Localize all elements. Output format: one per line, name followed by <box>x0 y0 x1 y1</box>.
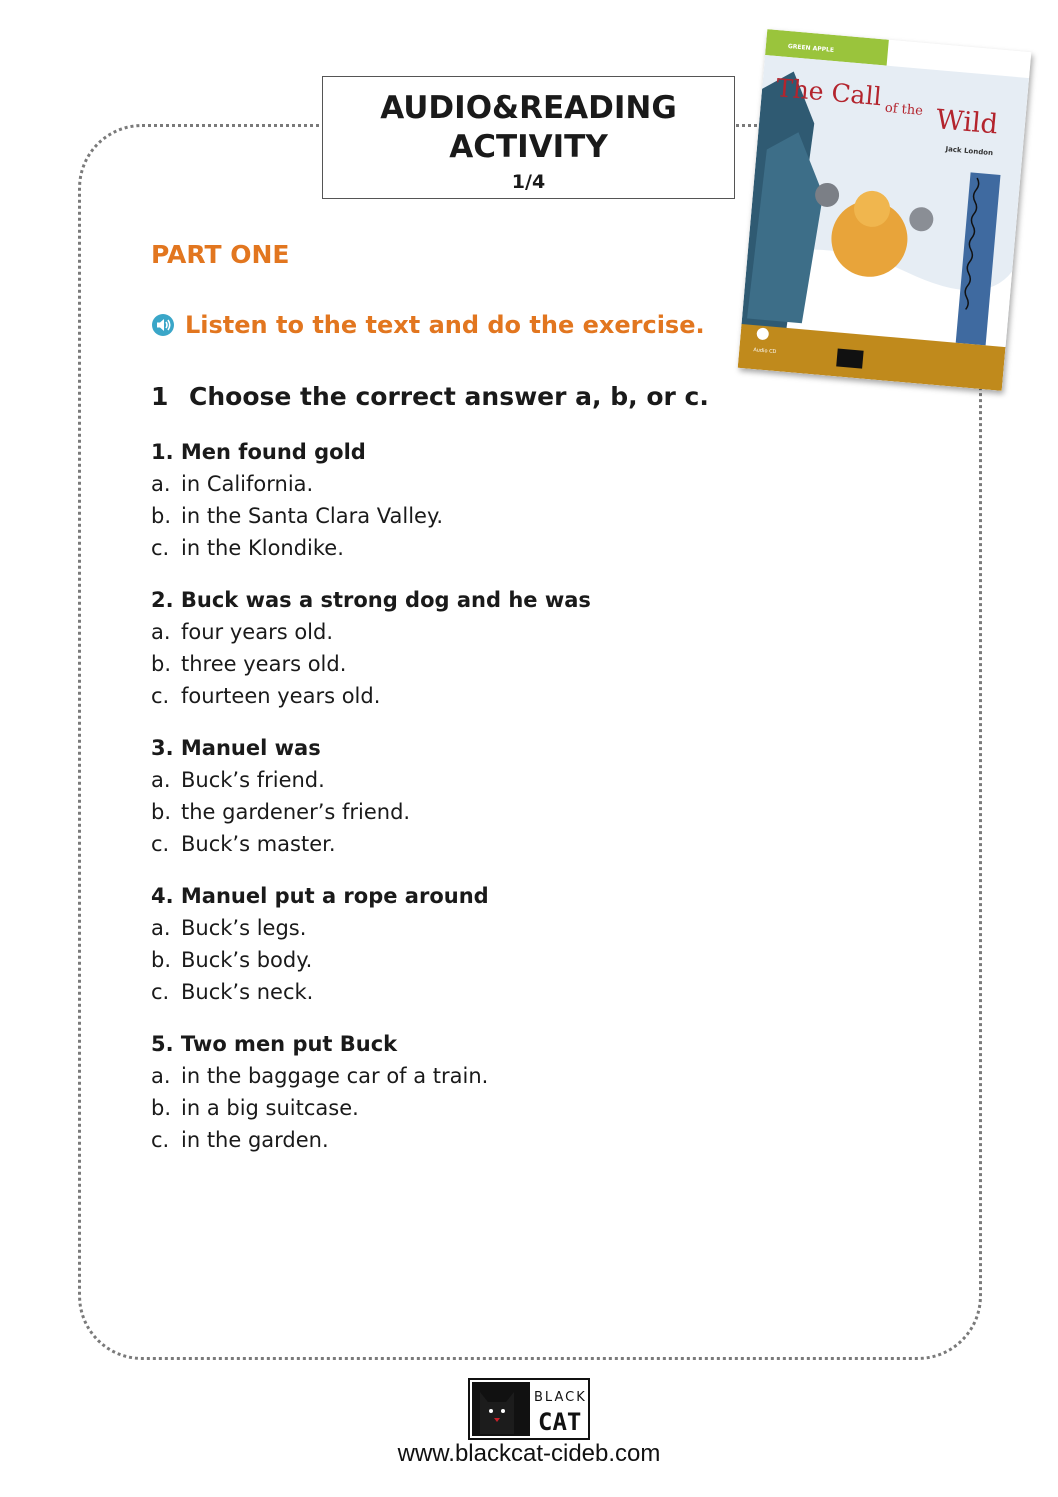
logo-line-2: CAT <box>538 1408 582 1436</box>
black-cat-logo <box>468 1378 590 1444</box>
title-box <box>322 76 735 199</box>
part-label: PART ONE <box>151 240 290 269</box>
option-b: b. three years old. <box>151 652 347 676</box>
question-3 <box>151 732 410 860</box>
option-a: a. in the baggage car of a train. <box>151 1064 489 1088</box>
question-5 <box>151 1028 488 1156</box>
cover-series: GREEN APPLE <box>787 42 835 54</box>
question-title: 4. Manuel put a rope around <box>151 884 489 908</box>
option-c: c. in the garden. <box>151 1128 329 1152</box>
exercise-heading <box>151 382 709 411</box>
option-b: b. Buck’s body. <box>151 948 313 972</box>
footer-url[interactable]: www.blackcat-cideb.com <box>397 1440 661 1467</box>
question-2 <box>151 584 591 712</box>
option-a: a. in California. <box>151 472 314 496</box>
option-c: c. Buck’s neck. <box>151 980 314 1004</box>
cat-icon <box>468 1378 590 1440</box>
title-line-2: ACTIVITY <box>449 129 608 165</box>
question-title: 2. Buck was a strong dog and he was <box>151 588 591 612</box>
exercise-number: 1 <box>151 382 169 411</box>
option-a: a. Buck’s legs. <box>151 916 307 940</box>
question-title: 5. Two men put Buck <box>151 1032 398 1056</box>
question-1 <box>151 436 443 564</box>
cover-title-b: of the <box>884 100 924 119</box>
option-a: a. Buck’s friend. <box>151 768 325 792</box>
question-title: 3. Manuel was <box>151 736 321 760</box>
cover-title-a: The Call <box>774 73 883 112</box>
page-number: 1/4 <box>511 171 546 193</box>
option-b: b. the gardener’s friend. <box>151 800 411 824</box>
question-4 <box>151 880 489 1008</box>
speaker-icon <box>151 313 175 337</box>
instruction <box>151 311 705 339</box>
exercise-text: Choose the correct answer a, b, or c. <box>189 382 709 411</box>
option-a: a. four years old. <box>151 620 334 644</box>
question-title: 1. Men found gold <box>151 440 366 464</box>
title-line-1: AUDIO&READING <box>380 90 677 126</box>
cover-title-c: Wild <box>934 104 1000 141</box>
option-c: c. Buck’s master. <box>151 832 336 856</box>
book-cover <box>738 29 1032 391</box>
option-b: b. in a big suitcase. <box>151 1096 359 1120</box>
book-cover-art <box>738 29 1032 391</box>
option-c: c. in the Klondike. <box>151 536 344 560</box>
option-b: b. in the Santa Clara Valley. <box>151 504 444 528</box>
instruction-text: Listen to the text and do the exercise. <box>185 311 705 339</box>
option-c: c. fourteen years old. <box>151 684 381 708</box>
logo-line-1: BLACK <box>534 1390 587 1405</box>
cover-audio: Audio CD <box>753 347 777 356</box>
cover-author: Jack London <box>945 145 994 158</box>
